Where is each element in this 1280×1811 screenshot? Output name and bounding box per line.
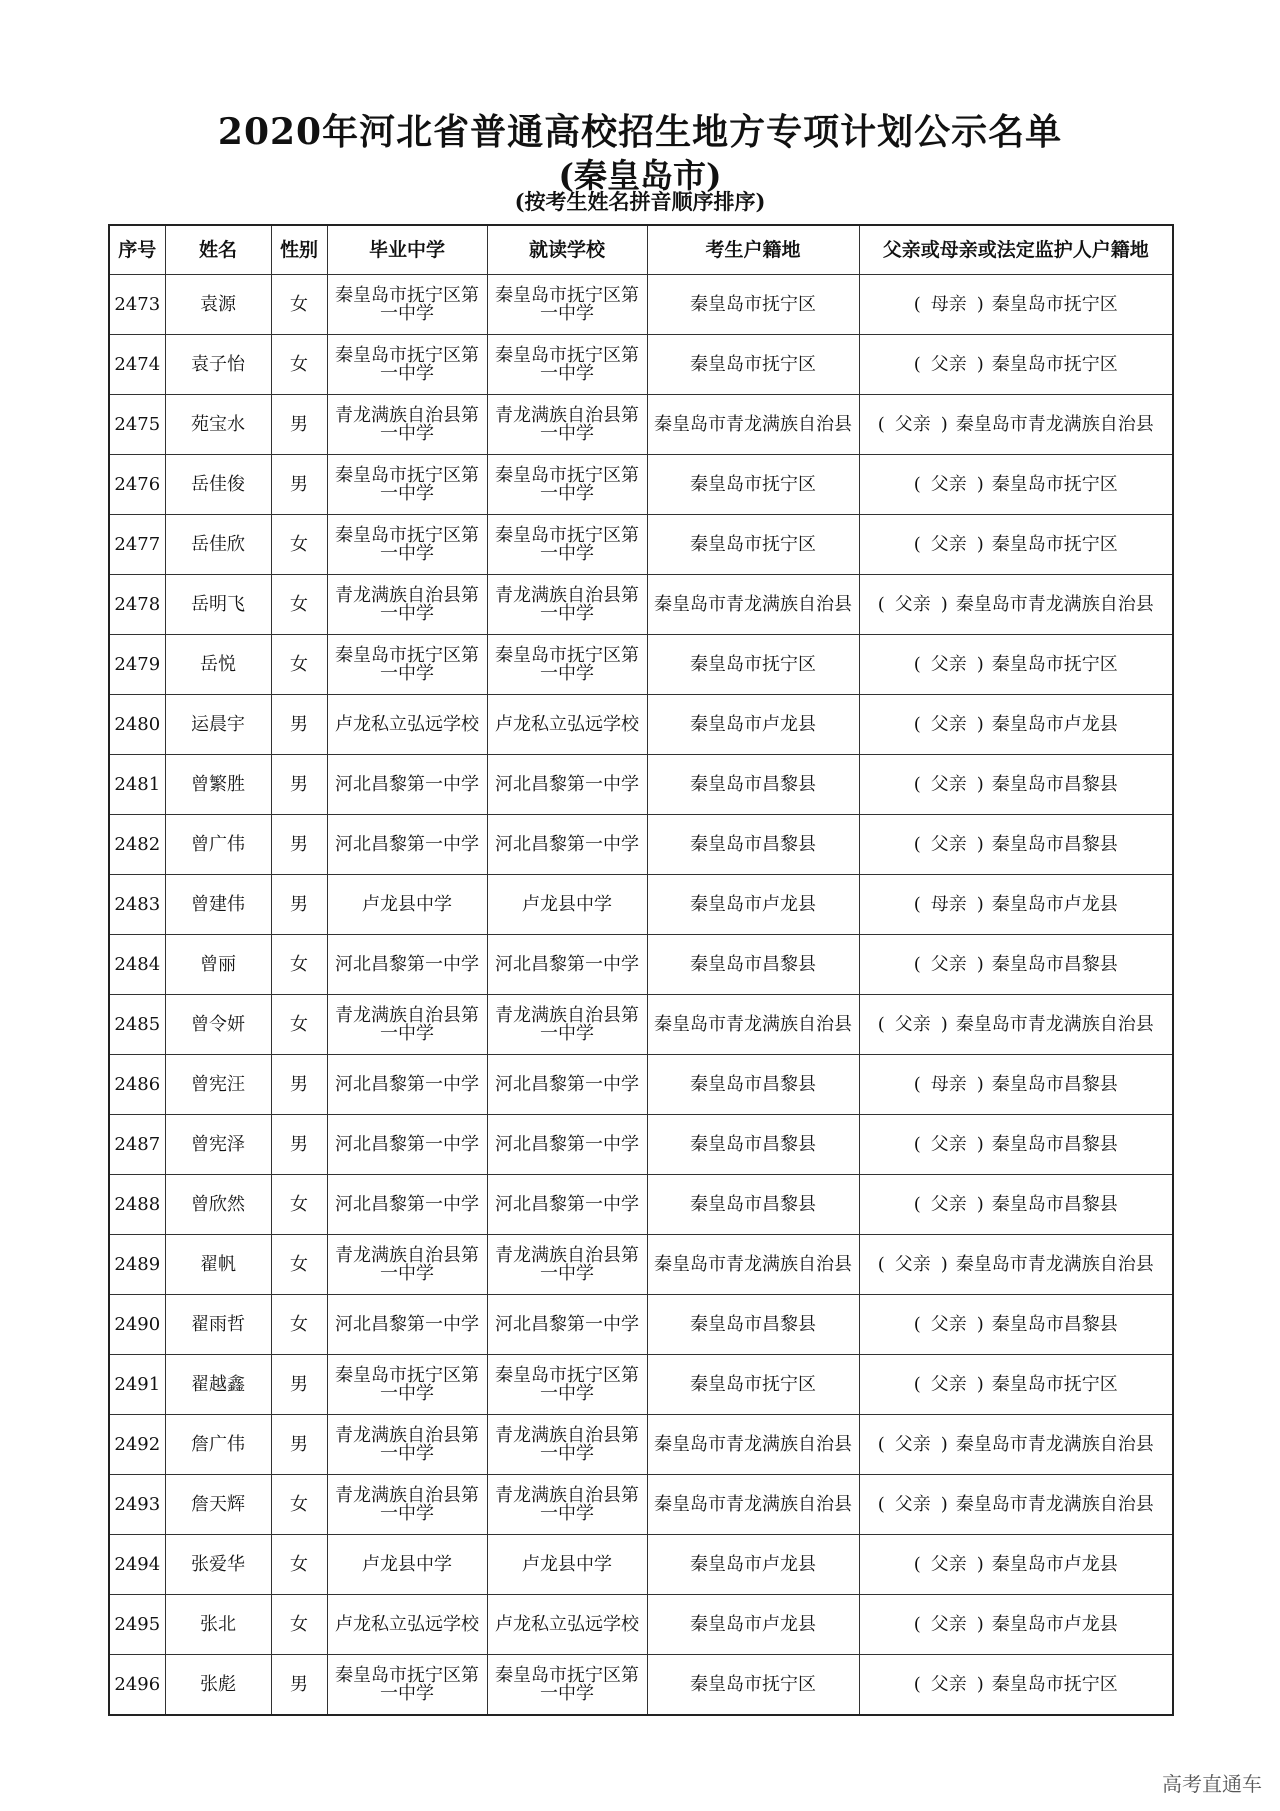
student-gender: 男 xyxy=(271,815,327,875)
study-school: 秦皇岛市抚宁区第一中学 xyxy=(487,335,647,395)
row-number: 2486 xyxy=(109,1055,165,1115)
student-name: 翟越鑫 xyxy=(165,1355,271,1415)
table-row xyxy=(109,695,1173,755)
row-number: 2488 xyxy=(109,1175,165,1235)
student-residence: 秦皇岛市抚宁区 xyxy=(647,1655,859,1716)
grad-school: 卢龙私立弘远学校 xyxy=(327,695,487,755)
grad-school: 河北昌黎第一中学 xyxy=(327,815,487,875)
row-number: 2485 xyxy=(109,995,165,1055)
guardian-residence: 秦皇岛市青龙满族自治县 xyxy=(955,1253,1154,1275)
guardian-residence: 秦皇岛市青龙满族自治县 xyxy=(955,1013,1154,1035)
guardian-residence-cell: ( 父亲 ) 秦皇岛市昌黎县 xyxy=(859,1295,1173,1355)
header-guardian-residence: 父亲或母亲或法定监护人户籍地 xyxy=(859,225,1173,275)
table-row xyxy=(109,455,1173,515)
guardian-relation: 父亲 xyxy=(894,1493,931,1515)
student-residence: 秦皇岛市卢龙县 xyxy=(647,1535,859,1595)
guardian-residence: 秦皇岛市青龙满族自治县 xyxy=(955,413,1154,435)
table-row xyxy=(109,935,1173,995)
student-name: 袁源 xyxy=(165,275,271,335)
guardian-relation: 父亲 xyxy=(930,1313,967,1335)
table-row xyxy=(109,1595,1173,1655)
guardian-residence: 秦皇岛市昌黎县 xyxy=(991,773,1118,795)
student-residence: 秦皇岛市抚宁区 xyxy=(647,275,859,335)
student-gender: 男 xyxy=(271,1055,327,1115)
guardian-relation: 父亲 xyxy=(930,353,967,375)
student-gender: 女 xyxy=(271,1295,327,1355)
document-title: 2020年河北省普通高校招生地方专项计划公示名单 xyxy=(217,111,1063,153)
guardian-residence-cell: ( 父亲 ) 秦皇岛市抚宁区 xyxy=(859,335,1173,395)
header-grad-school: 毕业中学 xyxy=(327,225,487,275)
study-school: 秦皇岛市抚宁区第一中学 xyxy=(487,635,647,695)
guardian-relation: 父亲 xyxy=(930,713,967,735)
row-number: 2476 xyxy=(109,455,165,515)
table-row xyxy=(109,275,1173,335)
student-residence: 秦皇岛市青龙满族自治县 xyxy=(647,1475,859,1535)
guardian-residence-cell: ( 父亲 ) 秦皇岛市昌黎县 xyxy=(859,1115,1173,1175)
table-row xyxy=(109,875,1173,935)
student-gender: 女 xyxy=(271,1175,327,1235)
student-name: 曾宪泽 xyxy=(165,1115,271,1175)
student-residence: 秦皇岛市青龙满族自治县 xyxy=(647,395,859,455)
student-residence: 秦皇岛市昌黎县 xyxy=(647,1055,859,1115)
guardian-residence-cell: ( 父亲 ) 秦皇岛市抚宁区 xyxy=(859,1655,1173,1716)
row-number: 2493 xyxy=(109,1475,165,1535)
guardian-residence: 秦皇岛市抚宁区 xyxy=(991,1673,1118,1695)
guardian-residence: 秦皇岛市卢龙县 xyxy=(991,1613,1118,1635)
study-school: 河北昌黎第一中学 xyxy=(487,1115,647,1175)
row-number: 2496 xyxy=(109,1655,165,1716)
guardian-residence-cell: ( 父亲 ) 秦皇岛市抚宁区 xyxy=(859,635,1173,695)
guardian-residence-cell: ( 父亲 ) 秦皇岛市青龙满族自治县 xyxy=(859,395,1173,455)
guardian-relation: 父亲 xyxy=(894,413,931,435)
guardian-residence: 秦皇岛市抚宁区 xyxy=(991,533,1118,555)
student-residence: 秦皇岛市卢龙县 xyxy=(647,875,859,935)
study-school: 卢龙县中学 xyxy=(487,1535,647,1595)
study-school: 河北昌黎第一中学 xyxy=(487,1175,647,1235)
grad-school: 河北昌黎第一中学 xyxy=(327,1115,487,1175)
student-residence: 秦皇岛市昌黎县 xyxy=(647,1115,859,1175)
table-row xyxy=(109,1415,1173,1475)
guardian-residence-cell: ( 父亲 ) 秦皇岛市卢龙县 xyxy=(859,695,1173,755)
study-school: 秦皇岛市抚宁区第一中学 xyxy=(487,455,647,515)
table-row xyxy=(109,515,1173,575)
row-number: 2477 xyxy=(109,515,165,575)
guardian-relation: 父亲 xyxy=(930,953,967,975)
guardian-residence-cell: ( 父亲 ) 秦皇岛市昌黎县 xyxy=(859,935,1173,995)
table-row xyxy=(109,635,1173,695)
guardian-residence: 秦皇岛市卢龙县 xyxy=(991,1553,1118,1575)
study-school: 河北昌黎第一中学 xyxy=(487,1295,647,1355)
student-gender: 男 xyxy=(271,1415,327,1475)
header-number: 序号 xyxy=(109,225,165,275)
guardian-residence: 秦皇岛市昌黎县 xyxy=(991,953,1118,975)
guardian-residence-cell: ( 父亲 ) 秦皇岛市青龙满族自治县 xyxy=(859,995,1173,1055)
guardian-residence: 秦皇岛市昌黎县 xyxy=(991,833,1118,855)
guardian-residence: 秦皇岛市抚宁区 xyxy=(991,473,1118,495)
grad-school: 秦皇岛市抚宁区第一中学 xyxy=(327,1655,487,1716)
row-number: 2492 xyxy=(109,1415,165,1475)
guardian-relation: 父亲 xyxy=(894,1013,931,1035)
table-row xyxy=(109,995,1173,1055)
student-gender: 女 xyxy=(271,1235,327,1295)
grad-school: 卢龙私立弘远学校 xyxy=(327,1595,487,1655)
grad-school: 秦皇岛市抚宁区第一中学 xyxy=(327,275,487,335)
guardian-relation: 父亲 xyxy=(930,1613,967,1635)
study-school: 卢龙县中学 xyxy=(487,875,647,935)
table-row xyxy=(109,1055,1173,1115)
row-number: 2495 xyxy=(109,1595,165,1655)
student-gender: 女 xyxy=(271,1535,327,1595)
study-school: 青龙满族自治县第一中学 xyxy=(487,395,647,455)
student-residence: 秦皇岛市抚宁区 xyxy=(647,1355,859,1415)
student-name: 曾宪汪 xyxy=(165,1055,271,1115)
student-gender: 女 xyxy=(271,1475,327,1535)
roster-body xyxy=(109,275,1173,1716)
study-school: 青龙满族自治县第一中学 xyxy=(487,1235,647,1295)
guardian-residence-cell: ( 母亲 ) 秦皇岛市卢龙县 xyxy=(859,875,1173,935)
guardian-relation: 父亲 xyxy=(930,833,967,855)
guardian-relation: 父亲 xyxy=(930,653,967,675)
table-row xyxy=(109,1475,1173,1535)
student-name: 岳佳俊 xyxy=(165,455,271,515)
guardian-residence: 秦皇岛市青龙满族自治县 xyxy=(955,593,1154,615)
document-subtitle: (秦皇岛市) xyxy=(558,156,722,195)
student-gender: 男 xyxy=(271,875,327,935)
guardian-residence: 秦皇岛市卢龙县 xyxy=(991,713,1118,735)
guardian-residence: 秦皇岛市昌黎县 xyxy=(991,1133,1118,1155)
study-school: 秦皇岛市抚宁区第一中学 xyxy=(487,515,647,575)
guardian-relation: 父亲 xyxy=(930,533,967,555)
guardian-residence-cell: ( 父亲 ) 秦皇岛市抚宁区 xyxy=(859,455,1173,515)
row-number: 2487 xyxy=(109,1115,165,1175)
student-residence: 秦皇岛市青龙满族自治县 xyxy=(647,1415,859,1475)
student-name: 曾令妍 xyxy=(165,995,271,1055)
guardian-residence-cell: ( 父亲 ) 秦皇岛市青龙满族自治县 xyxy=(859,1415,1173,1475)
guardian-residence-cell: ( 父亲 ) 秦皇岛市青龙满族自治县 xyxy=(859,1235,1173,1295)
student-name: 詹广伟 xyxy=(165,1415,271,1475)
student-gender: 女 xyxy=(271,515,327,575)
student-residence: 秦皇岛市卢龙县 xyxy=(647,1595,859,1655)
student-name: 张爱华 xyxy=(165,1535,271,1595)
table-row xyxy=(109,575,1173,635)
student-name: 詹天辉 xyxy=(165,1475,271,1535)
guardian-relation: 父亲 xyxy=(930,1553,967,1575)
student-name: 翟雨哲 xyxy=(165,1295,271,1355)
guardian-residence-cell: ( 父亲 ) 秦皇岛市抚宁区 xyxy=(859,1355,1173,1415)
study-school: 青龙满族自治县第一中学 xyxy=(487,1415,647,1475)
row-number: 2478 xyxy=(109,575,165,635)
table-row xyxy=(109,755,1173,815)
table-row xyxy=(109,1235,1173,1295)
student-name: 曾繁胜 xyxy=(165,755,271,815)
guardian-relation: 父亲 xyxy=(930,473,967,495)
grad-school: 青龙满族自治县第一中学 xyxy=(327,395,487,455)
study-school: 青龙满族自治县第一中学 xyxy=(487,995,647,1055)
study-school: 秦皇岛市抚宁区第一中学 xyxy=(487,275,647,335)
study-school: 卢龙私立弘远学校 xyxy=(487,695,647,755)
guardian-relation: 父亲 xyxy=(930,1133,967,1155)
grad-school: 青龙满族自治县第一中学 xyxy=(327,1415,487,1475)
grad-school: 青龙满族自治县第一中学 xyxy=(327,1235,487,1295)
guardian-residence: 秦皇岛市昌黎县 xyxy=(991,1313,1118,1335)
study-school: 河北昌黎第一中学 xyxy=(487,935,647,995)
guardian-relation: 母亲 xyxy=(930,1073,967,1095)
row-number: 2491 xyxy=(109,1355,165,1415)
table-row xyxy=(109,395,1173,455)
guardian-relation: 父亲 xyxy=(894,1253,931,1275)
header-residence: 考生户籍地 xyxy=(647,225,859,275)
grad-school: 秦皇岛市抚宁区第一中学 xyxy=(327,515,487,575)
header-name: 姓名 xyxy=(165,225,271,275)
guardian-residence: 秦皇岛市抚宁区 xyxy=(991,653,1118,675)
row-number: 2475 xyxy=(109,395,165,455)
guardian-residence: 秦皇岛市青龙满族自治县 xyxy=(955,1433,1154,1455)
row-number: 2473 xyxy=(109,275,165,335)
watermark: 高考直通车 xyxy=(1162,1772,1262,1796)
header-study-school: 就读学校 xyxy=(487,225,647,275)
student-gender: 女 xyxy=(271,575,327,635)
row-number: 2484 xyxy=(109,935,165,995)
student-name: 岳悦 xyxy=(165,635,271,695)
guardian-relation: 父亲 xyxy=(930,1373,967,1395)
guardian-residence-cell: ( 父亲 ) 秦皇岛市昌黎县 xyxy=(859,755,1173,815)
student-residence: 秦皇岛市昌黎县 xyxy=(647,1295,859,1355)
table-row xyxy=(109,335,1173,395)
study-school: 秦皇岛市抚宁区第一中学 xyxy=(487,1355,647,1415)
row-number: 2482 xyxy=(109,815,165,875)
guardian-residence-cell: ( 母亲 ) 秦皇岛市昌黎县 xyxy=(859,1055,1173,1115)
student-residence: 秦皇岛市抚宁区 xyxy=(647,455,859,515)
student-gender: 女 xyxy=(271,275,327,335)
guardian-relation: 母亲 xyxy=(930,893,967,915)
guardian-relation: 父亲 xyxy=(930,1193,967,1215)
student-gender: 男 xyxy=(271,695,327,755)
student-name: 苑宝水 xyxy=(165,395,271,455)
header-row xyxy=(109,225,1173,275)
table-row xyxy=(109,1115,1173,1175)
guardian-residence-cell: ( 父亲 ) 秦皇岛市青龙满族自治县 xyxy=(859,575,1173,635)
guardian-residence: 秦皇岛市抚宁区 xyxy=(991,1373,1118,1395)
study-school: 卢龙私立弘远学校 xyxy=(487,1595,647,1655)
sort-note: (按考生姓名拼音顺序排序) xyxy=(514,189,766,214)
student-name: 岳佳欣 xyxy=(165,515,271,575)
guardian-residence: 秦皇岛市抚宁区 xyxy=(991,293,1118,315)
guardian-residence-cell: ( 父亲 ) 秦皇岛市青龙满族自治县 xyxy=(859,1475,1173,1535)
grad-school: 秦皇岛市抚宁区第一中学 xyxy=(327,455,487,515)
grad-school: 青龙满族自治县第一中学 xyxy=(327,1475,487,1535)
row-number: 2479 xyxy=(109,635,165,695)
student-residence: 秦皇岛市昌黎县 xyxy=(647,755,859,815)
guardian-residence-cell: ( 父亲 ) 秦皇岛市卢龙县 xyxy=(859,1595,1173,1655)
student-gender: 男 xyxy=(271,1115,327,1175)
study-school: 河北昌黎第一中学 xyxy=(487,1055,647,1115)
student-residence: 秦皇岛市青龙满族自治县 xyxy=(647,1235,859,1295)
student-residence: 秦皇岛市青龙满族自治县 xyxy=(647,995,859,1055)
student-gender: 男 xyxy=(271,1355,327,1415)
table-row xyxy=(109,1535,1173,1595)
student-name: 曾丽 xyxy=(165,935,271,995)
row-number: 2480 xyxy=(109,695,165,755)
guardian-residence: 秦皇岛市青龙满族自治县 xyxy=(955,1493,1154,1515)
grad-school: 河北昌黎第一中学 xyxy=(327,1055,487,1115)
study-school: 河北昌黎第一中学 xyxy=(487,815,647,875)
student-residence: 秦皇岛市昌黎县 xyxy=(647,815,859,875)
row-number: 2489 xyxy=(109,1235,165,1295)
grad-school: 秦皇岛市抚宁区第一中学 xyxy=(327,635,487,695)
grad-school: 秦皇岛市抚宁区第一中学 xyxy=(327,1355,487,1415)
student-name: 张彪 xyxy=(165,1655,271,1716)
guardian-residence-cell: ( 父亲 ) 秦皇岛市昌黎县 xyxy=(859,1175,1173,1235)
student-name: 岳明飞 xyxy=(165,575,271,635)
row-number: 2474 xyxy=(109,335,165,395)
student-name: 曾欣然 xyxy=(165,1175,271,1235)
study-school: 青龙满族自治县第一中学 xyxy=(487,1475,647,1535)
student-name: 运晨宇 xyxy=(165,695,271,755)
grad-school: 河北昌黎第一中学 xyxy=(327,1175,487,1235)
student-residence: 秦皇岛市抚宁区 xyxy=(647,515,859,575)
grad-school: 青龙满族自治县第一中学 xyxy=(327,995,487,1055)
row-number: 2483 xyxy=(109,875,165,935)
student-residence: 秦皇岛市青龙满族自治县 xyxy=(647,575,859,635)
student-name: 袁子怡 xyxy=(165,335,271,395)
guardian-residence: 秦皇岛市昌黎县 xyxy=(991,1193,1118,1215)
guardian-relation: 父亲 xyxy=(894,1433,931,1455)
student-residence: 秦皇岛市昌黎县 xyxy=(647,1175,859,1235)
guardian-residence: 秦皇岛市昌黎县 xyxy=(991,1073,1118,1095)
student-name: 张北 xyxy=(165,1595,271,1655)
row-number: 2494 xyxy=(109,1535,165,1595)
study-school: 河北昌黎第一中学 xyxy=(487,755,647,815)
grad-school: 青龙满族自治县第一中学 xyxy=(327,575,487,635)
student-gender: 女 xyxy=(271,935,327,995)
study-school: 青龙满族自治县第一中学 xyxy=(487,575,647,635)
student-gender: 男 xyxy=(271,1655,327,1716)
table-row xyxy=(109,1175,1173,1235)
student-gender: 女 xyxy=(271,995,327,1055)
table-row xyxy=(109,1295,1173,1355)
grad-school: 卢龙县中学 xyxy=(327,1535,487,1595)
row-number: 2490 xyxy=(109,1295,165,1355)
student-residence: 秦皇岛市抚宁区 xyxy=(647,335,859,395)
table-row xyxy=(109,815,1173,875)
grad-school: 秦皇岛市抚宁区第一中学 xyxy=(327,335,487,395)
guardian-relation: 父亲 xyxy=(930,1673,967,1695)
table-row xyxy=(109,1655,1173,1716)
guardian-residence: 秦皇岛市抚宁区 xyxy=(991,353,1118,375)
guardian-residence-cell: ( 母亲 ) 秦皇岛市抚宁区 xyxy=(859,275,1173,335)
guardian-relation: 父亲 xyxy=(894,593,931,615)
guardian-residence-cell: ( 父亲 ) 秦皇岛市卢龙县 xyxy=(859,1535,1173,1595)
student-gender: 女 xyxy=(271,335,327,395)
student-gender: 女 xyxy=(271,1595,327,1655)
row-number: 2481 xyxy=(109,755,165,815)
student-residence: 秦皇岛市卢龙县 xyxy=(647,695,859,755)
roster-table xyxy=(108,224,1174,1716)
student-name: 曾广伟 xyxy=(165,815,271,875)
guardian-residence-cell: ( 父亲 ) 秦皇岛市昌黎县 xyxy=(859,815,1173,875)
student-gender: 男 xyxy=(271,395,327,455)
guardian-residence: 秦皇岛市卢龙县 xyxy=(991,893,1118,915)
header-gender: 性别 xyxy=(271,225,327,275)
grad-school: 河北昌黎第一中学 xyxy=(327,1295,487,1355)
guardian-residence-cell: ( 父亲 ) 秦皇岛市抚宁区 xyxy=(859,515,1173,575)
guardian-relation: 父亲 xyxy=(930,773,967,795)
student-residence: 秦皇岛市抚宁区 xyxy=(647,635,859,695)
grad-school: 河北昌黎第一中学 xyxy=(327,755,487,815)
student-gender: 男 xyxy=(271,755,327,815)
study-school: 秦皇岛市抚宁区第一中学 xyxy=(487,1655,647,1716)
student-name: 翟帆 xyxy=(165,1235,271,1295)
table-row xyxy=(109,1355,1173,1415)
student-gender: 男 xyxy=(271,455,327,515)
student-name: 曾建伟 xyxy=(165,875,271,935)
grad-school: 卢龙县中学 xyxy=(327,875,487,935)
student-residence: 秦皇岛市昌黎县 xyxy=(647,935,859,995)
guardian-relation: 母亲 xyxy=(930,293,967,315)
grad-school: 河北昌黎第一中学 xyxy=(327,935,487,995)
student-gender: 女 xyxy=(271,635,327,695)
